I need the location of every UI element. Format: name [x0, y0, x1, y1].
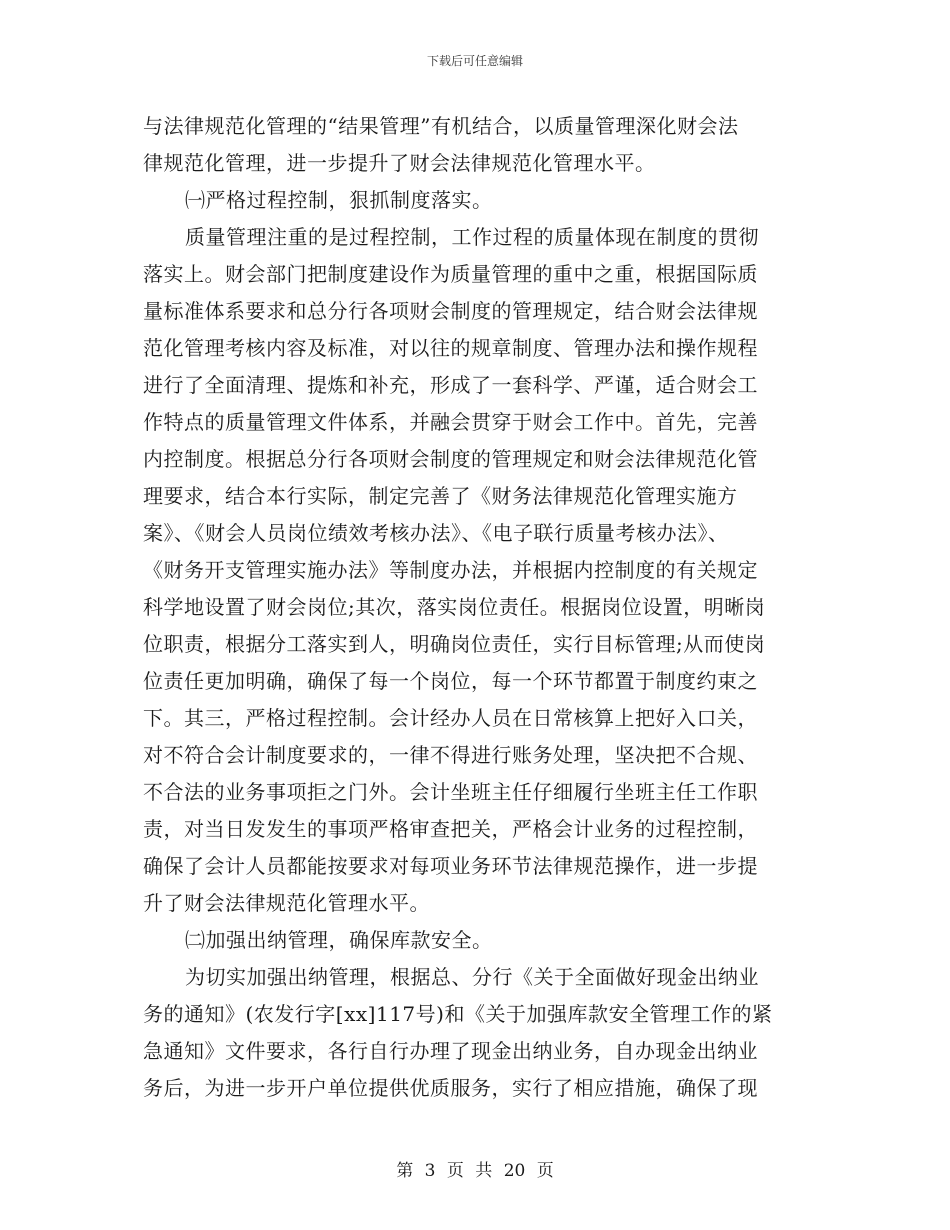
text-line: 为切实加强出纳管理，根据总、分行《关于全面做好现金出纳业 — [185, 965, 759, 989]
text-line: 进行了全面清理、提炼和补充，形成了一套科学、严谨，适合财会工 — [143, 373, 758, 397]
page-header: 下载后可任意编辑 — [426, 54, 523, 68]
text-line: 案》、《财会人员岗位绩效考核办法》、《电子联行质量考核办法》、 — [143, 521, 729, 545]
text-line: 下。其三，严格过程控制。会计经办人员在日常核算上把好入口关， — [143, 706, 758, 730]
text-line: 落实上。财会部门把制度建设作为质量管理的重中之重，根据国际质 — [143, 262, 758, 286]
text-line: 确保了会计人员都能按要求对每项业务环节法律规范操作，进一步提 — [143, 854, 758, 878]
text-line: 升了财会法律规范化管理水平。 — [143, 891, 430, 915]
text-line: 务的通知》(农发行字[xx]117号)和《关于加强库款安全管理工作的紧 — [143, 1002, 773, 1026]
text-line: 《财务开支管理实施办法》等制度办法，并根据内控制度的有关规定 — [143, 558, 758, 582]
text-line: 理要求，结合本行实际，制定完善了《财务法律规范化管理实施方 — [143, 484, 738, 508]
section-heading: ㈠严格过程控制，狠抓制度落实。 — [185, 188, 493, 212]
text-line: 量标准体系要求和总分行各项财会制度的管理规定，结合财会法律规 — [143, 299, 758, 323]
page-number: 第 3 页 共 20 页 — [396, 1161, 554, 1181]
text-line: 科学地设置了财会岗位;其次，落实岗位责任。根据岗位设置，明晰岗 — [143, 595, 766, 619]
section-heading: ㈡加强出纳管理，确保库款安全。 — [185, 928, 493, 952]
text-line: 作特点的质量管理文件体系，并融会贯穿于财会工作中。首先，完善 — [143, 410, 758, 434]
text-line: 不合法的业务事项拒之门外。会计坐班主任仔细履行坐班主任工作职 — [143, 780, 758, 804]
text-line: 急通知》文件要求，各行自行办理了现金出纳业务，自办现金出纳业 — [143, 1039, 758, 1063]
text-line: 位职责，根据分工落实到人，明确岗位责任，实行目标管理;从而使岗 — [143, 632, 766, 656]
text-line: 与法律规范化管理的“结果管理”有机结合，以质量管理深化财会法 — [143, 114, 739, 138]
text-line: 内控制度。根据总分行各项财会制度的管理规定和财会法律规范化管 — [143, 447, 758, 471]
document-body — [143, 108, 809, 1107]
text-line: 质量管理注重的是过程控制，工作过程的质量体现在制度的贯彻 — [185, 225, 759, 249]
text-line: 务后，为进一步开户单位提供优质服务，实行了相应措施，确保了现 — [143, 1076, 758, 1100]
text-line: 律规范化管理，进一步提升了财会法律规范化管理水平。 — [143, 151, 656, 175]
text-line: 对不符合会计制度要求的，一律不得进行账务处理，坚决把不合规、 — [143, 743, 758, 767]
text-line: 范化管理考核内容及标准，对以往的规章制度、管理办法和操作规程 — [143, 336, 758, 360]
text-line: 位责任更加明确，确保了每一个岗位，每一个环节都置于制度约束之 — [143, 669, 758, 693]
text-line: 责，对当日发发生的事项严格审查把关，严格会计业务的过程控制， — [143, 817, 758, 841]
